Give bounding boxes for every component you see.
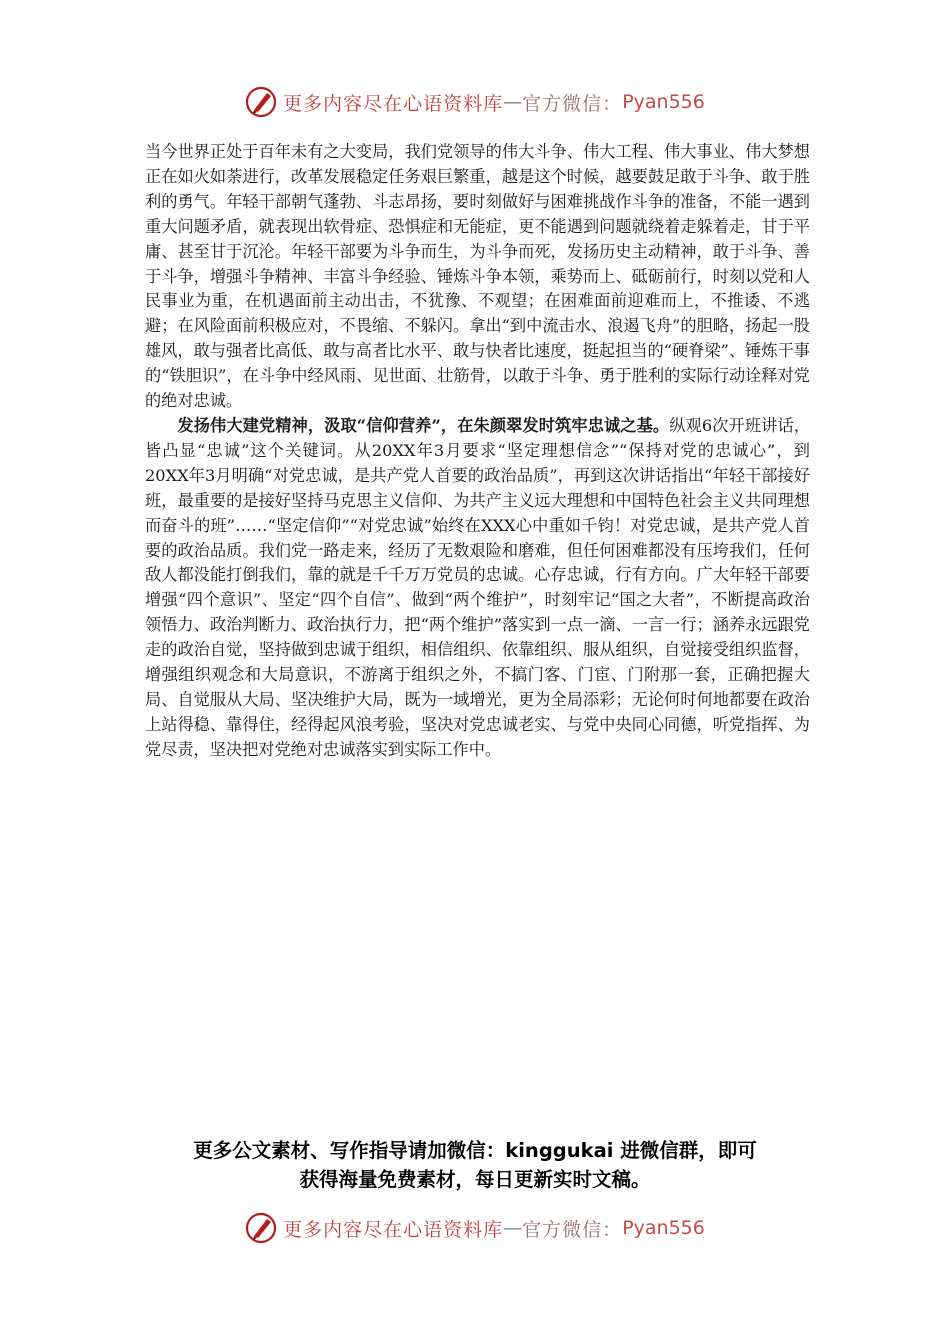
footer-note-line-1: 更多公文素材、写作指导请加微信：kinggukai 进微信群，即可: [193, 1139, 757, 1162]
footer-banner-wechat-label: 官方微信：: [522, 1218, 623, 1241]
pen-logo-icon: [245, 85, 279, 119]
footer-banner-dash: —: [503, 1217, 523, 1239]
header-banner: [0, 82, 950, 122]
banner-wechat-label: 官方微信：: [522, 92, 623, 115]
paragraph-1: 当今世界正处于百年未有之大变局，我们党领导的伟大斗争、伟大工程、伟大事业、伟大梦想正在如火如荼进行，改革发展稳定任务艰巨繁重，越是这个时候，越要鼓足敢于斗争、敢于胜利的勇气。年轻干部朝气蓬勃、斗志昂扬，要时刻做好与困难挑战作斗争的准备，不能一遇到重大问题矛盾，就表现出软骨症、恐惧症和无能症，更不能遇到问题就绕着走躲着走，甘于平庸、甚至甘于沉沦。年轻干部要为斗争而生，为斗争而死，发扬历史主动精神，敢于斗争、善于斗争，增强斗争精神、丰富斗争经验、锤炼斗争本领，乘势而上、砥砺前行，时刻以党和人民事业为重，在机遇面前主动出击，不犹豫、不观望；在困难面前迎难而上，不推诿、不逃避；在风险面前积极应对，不畏缩、不躲闪。拿出“到中流击水、浪遏飞舟”的胆略，扬起一股雄风，敢与强者比高低、敢与高者比水平、敢与快者比速度，挺起担当的“硬脊梁”、锤炼干事的“铁胆识”，在斗争中经风雨、见世面、壮筋骨，以敢于斗争、勇于胜利的实际行动诠释对党的绝对忠诚。: [145, 142, 810, 411]
footer-note: [0, 1136, 950, 1194]
footer-banner: [0, 1208, 950, 1248]
footer-banner-title: 更多内容尽在心语资料库: [283, 1218, 504, 1241]
pen-logo-icon: [245, 1211, 279, 1245]
banner-wechat-id: Pyan556: [622, 91, 705, 113]
paragraph-2-lead: 发扬伟大建党精神，汲取“信仰营养”，在朱颜翠发时筑牢忠诚之基。: [177, 415, 670, 435]
footer-banner-wechat-id: Pyan556: [622, 1217, 705, 1239]
paragraph-2-text: 纵观6次开班讲话，皆凸显“忠诚”这个关键词。从20XX年3月要求“坚定理想信念”“保持对党的忠诚心”，到20XX年3月明确“对党忠诚，是共产党人首要的政治品质”，再到这次讲话指出“年轻干部接好班，最重要的是接好坚持马克思主义信仰、为共产主义远大理想和中国特色社会主义共同理想而奋斗的班”……“坚定信仰”“对党忠诚”始终在XXX心中重如千钧！对党忠诚，是共产党人首要的政治品质。我们党一路走来，经历了无数艰险和磨难，但任何困难都没有压垮我们，任何敌人都没能打倒我们，靠的就是千千万万党员的忠诚。心存忠诚，行有方向。广大年轻干部要增强“四个意识”、坚定“四个自信”、做到“两个维护”，时刻牢记“国之大者”，不断提高政治领悟力、政治判断力、政治执行力，把“两个维护”落实到一点一滴、一言一行；涵养永远跟党走的政治自觉，坚持做到忠诚于组织，相信组织、依靠组织、服从组织，自觉接受组织监督，增强组织观念和大局意识，不游离于组织之外，不搞门客、门宦、门附那一套，正确把握大局、自觉服从大局、坚决维护大局，既为一域增光，更为全局添彩；无论何时何地都要在政治上站得稳、靠得住，经得起风浪考验，坚决对党忠诚老实、与党中央同心同德，听党指挥、为党尽责，坚决把对党绝对忠诚落实到实际工作中。: [145, 415, 810, 759]
banner-title: 更多内容尽在心语资料库: [283, 92, 504, 115]
document-body: [145, 140, 810, 763]
footer-note-line-2: 获得海量免费素材，每日更新实时文稿。: [299, 1168, 651, 1191]
paragraph-2: [145, 414, 810, 763]
banner-dash: —: [503, 91, 523, 113]
